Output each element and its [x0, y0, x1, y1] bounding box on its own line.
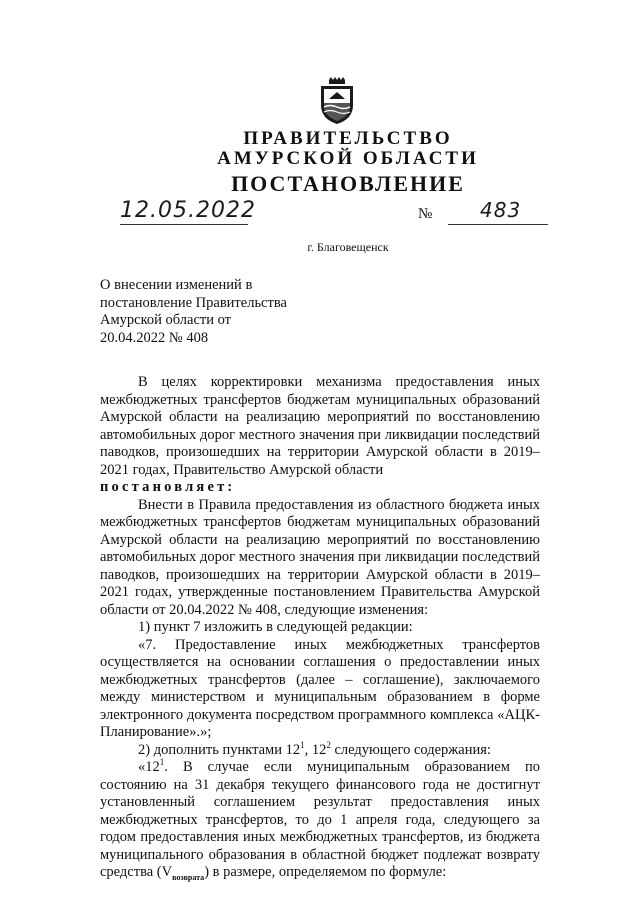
item2-body-part: ) в размере, определяемом по формуле: [204, 864, 447, 880]
government-title-line1: ПРАВИТЕЛЬСТВО [243, 128, 453, 149]
preamble-paragraph: В целях корректировки механизма предоставления иных межбюджетных трансфертов бюджетам муниципальных образований Амурской области на реализацию мероприятий по восстановлению автомобильных дорог местного значения при ликвидации последствий паводков, произошедших на территории Амурской области в 2019–2021 годах, Правительство Амурской области [100, 374, 540, 478]
coat-of-arms-emblem [317, 77, 357, 125]
document-type-title: ПОСТАНОВЛЕНИЕ [231, 171, 465, 196]
subject-line: О внесении изменений в [100, 277, 253, 293]
date-underline [120, 224, 248, 225]
decree-word: постановляет: [100, 479, 236, 495]
document-number: 483 [480, 198, 522, 222]
subscript: возврата [172, 872, 205, 882]
item2-text-part: 2) дополнить пунктами 12 [138, 741, 301, 758]
superscript: 1 [300, 739, 305, 750]
item2-text-paragraph [100, 759, 540, 882]
item2-paragraph [100, 739, 540, 760]
item2-body-part: . В случае если муниципальным образованием по состоянию на 31 декабря текущего финансового года не достигнут установленный соглашением результат предоставления иных межбюджетных трансфертов, то до 1 апреля года, следующего за годом предоставления иных межбюджетных трансфертов, из бюджета муниципального образования в областной бюджет подлежат возврату средства (V [100, 759, 540, 880]
item1-text-paragraph: «7. Предоставление иных межбюджетных трансфертов осуществляется на основании соглашения о предоставлении иных межбюджетных трансфертов (далее – соглашение), заключаемого между министерством и муниципальным образованием в форме электронного документа посредством программного комплекса «АЦК-Планирование».»; [100, 636, 540, 740]
item2-text-part: , 12 [304, 741, 327, 758]
city-name: г. Благовещенск [307, 240, 389, 254]
intro-paragraph: Внести в Правила предоставления из областного бюджета иных межбюджетных трансфертов бюджетам муниципальных образований Амурской области на реализацию мероприятий по восстановлению автомобильных дорог местного значения при ликвидации последствий паводков, произошедших на территории Амурской области в 2019–2021 годах, утвержденные постановлением Правительства Амурской области от 20.04.2022 № 408, следующие изменения: [100, 496, 540, 618]
document-body [100, 374, 540, 882]
subject-line: 20.04.2022 № 408 [100, 329, 209, 346]
decree-word-paragraph [100, 479, 540, 497]
item2-text-part: следующего содержания: [330, 741, 491, 758]
subject-line: постановление Правительства [100, 294, 287, 311]
number-underline [448, 224, 548, 225]
document-subject [100, 277, 360, 347]
document-date: 12.05.2022 [120, 198, 256, 223]
item1-paragraph: 1) пункт 7 изложить в следующей редакции: [138, 619, 413, 635]
superscript: 1 [159, 757, 165, 768]
superscript: 2 [326, 739, 331, 750]
government-title-line2: АМУРСКОЙ ОБЛАСТИ [217, 148, 479, 169]
subject-line: Амурской области от [100, 312, 232, 328]
item2-body-part: «12 [138, 759, 160, 775]
number-label: № [418, 206, 433, 222]
